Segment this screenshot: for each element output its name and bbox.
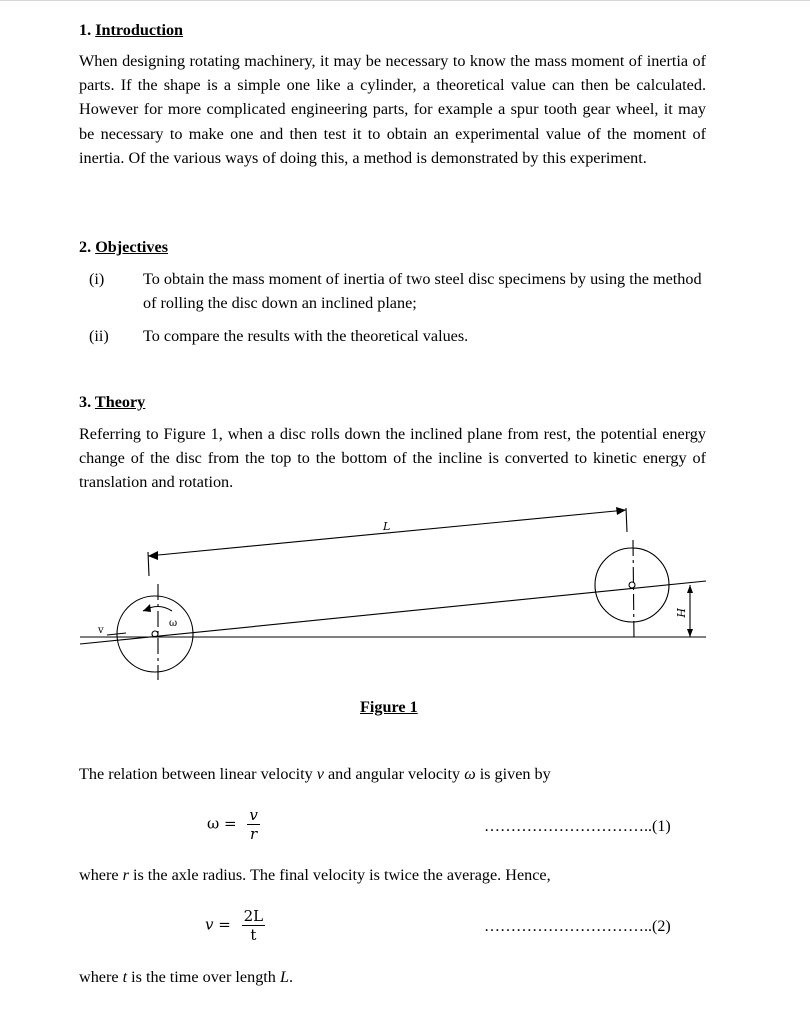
objective-number: (ii) <box>89 327 109 345</box>
label-H: H <box>674 608 687 618</box>
height-arrowhead-top <box>687 585 693 593</box>
equation-1-denominator: r <box>250 825 258 843</box>
length-arrowhead-left <box>148 551 158 560</box>
axle-radius-sentence: where r is the axle radius. The final velocity is twice the average. Hence, <box>79 866 551 884</box>
equation-2-lhs: v = <box>205 915 231 934</box>
equation-2 <box>205 907 265 944</box>
velocity-relation-sentence: The relation between linear velocity v and angular velocity ω is given by <box>79 765 551 783</box>
section-objectives-heading: 2. Objectives <box>79 238 169 256</box>
label-L: L <box>383 520 391 533</box>
equation-1-lhs: ω = <box>207 814 237 833</box>
length-dimension-line <box>148 510 626 556</box>
length-extension-right <box>626 508 627 532</box>
equation-1-numerator: v <box>249 806 258 824</box>
equation-2-numerator: 2L <box>243 907 264 925</box>
figure-caption: Figure 1 <box>360 698 418 716</box>
objective-number: (i) <box>89 270 105 288</box>
equation-1 <box>207 806 260 843</box>
objective-item <box>79 324 706 348</box>
equation-2-denominator: t <box>250 926 257 944</box>
introduction-paragraph: When designing rotating machinery, it may be necessary to know the mass moment of inertia of parts. If the shape is a simple one like a cylinder, a theoretical value can then be calculated. However for more complicated engineering parts, for example a spur tooth gear wheel, it may be necessary to make one and then test it to obtain an experimental value of the moment of inertia. Of the various ways of doing this, a method is demonstrated by this experiment. <box>79 52 706 167</box>
page-top-border <box>0 0 810 1</box>
objective-text: To obtain the mass moment of inertia of two steel disc specimens by using the method of rolling the disc down an inclined plane; <box>143 270 702 313</box>
label-v: v <box>98 625 104 636</box>
disc-bottom <box>117 596 193 672</box>
omega-arc <box>143 607 172 612</box>
height-arrowhead-bottom <box>687 629 693 637</box>
equation-1-number: …………………………..(1) <box>484 818 671 835</box>
length-extension-left <box>148 552 149 576</box>
equation-2-fraction <box>242 907 266 944</box>
disc-bottom-axle <box>152 631 158 637</box>
length-arrowhead-right <box>616 507 626 515</box>
omega-arrowhead <box>143 604 151 612</box>
label-omega: ω <box>169 618 178 629</box>
section-introduction-heading: 1. Introduction <box>79 21 184 39</box>
time-length-sentence: where t is the time over length L. <box>79 968 294 986</box>
objective-text: To compare the results with the theoretical values. <box>143 327 469 345</box>
incline-line <box>80 581 706 644</box>
theory-paragraph: Referring to Figure 1, when a disc rolls down the inclined plane from rest, the potential energy change of the disc from the top to the bottom of the incline is converted to kinetic energy of translation and rotation. <box>79 425 706 492</box>
disc-top <box>595 548 669 622</box>
section-theory-heading: 3. Theory <box>79 393 146 411</box>
equation-2-number: …………………………..(2) <box>484 918 671 935</box>
objective-item <box>79 267 706 315</box>
velocity-arrow-line <box>107 633 126 635</box>
disc-top-centerline <box>633 540 634 640</box>
disc-top-axle <box>629 582 635 588</box>
equation-1-fraction <box>247 806 259 843</box>
